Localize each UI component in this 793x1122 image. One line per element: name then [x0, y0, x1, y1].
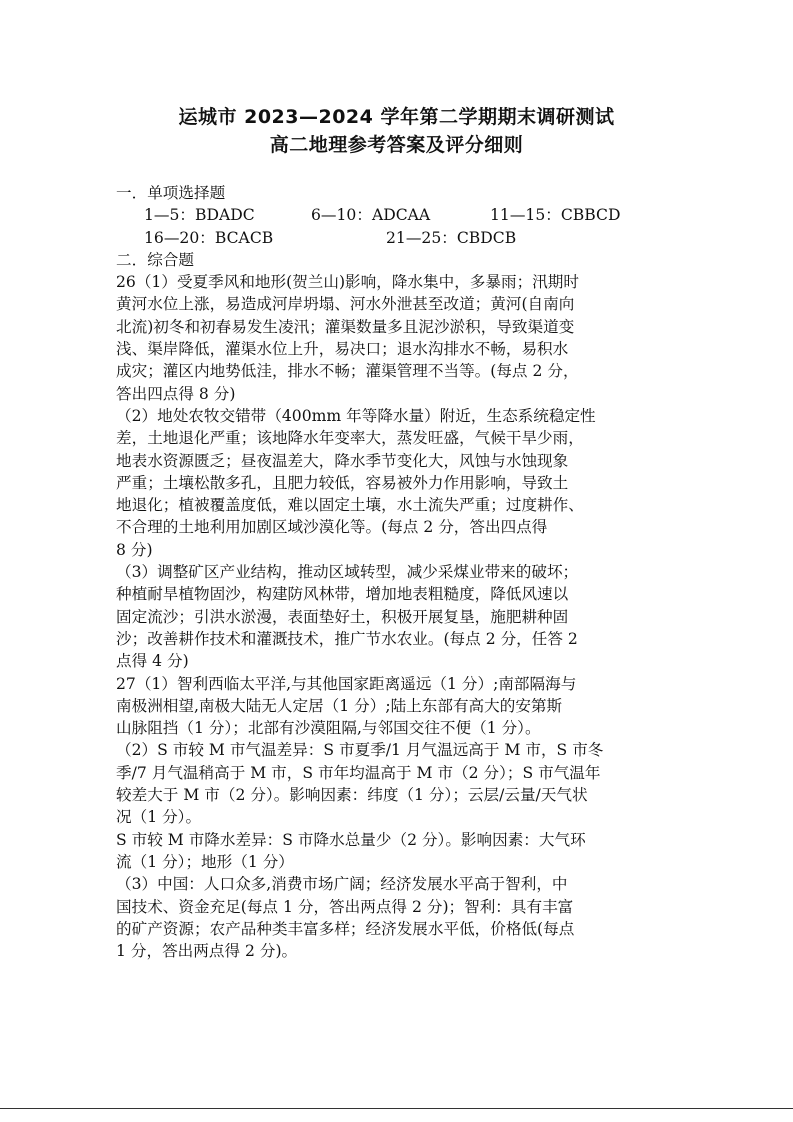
text-line: 种植耐旱植物固沙，构建防风林带，增加地表粗糙度，降低风速以 — [116, 585, 569, 604]
section-heading-comprehensive: 二．综合题 — [116, 250, 194, 269]
answer-row-2 — [116, 227, 682, 249]
q27-part2 — [116, 739, 682, 873]
text-line: 季/7 月气温稍高于 M 市，S 市年均温高于 M 市（2 分）；S 市气温年 — [116, 763, 601, 782]
text-line: 况（1 分）。 — [116, 808, 202, 827]
text-line: 国技术、资金充足(每点 1 分，答出两点得 2 分)；智利：具有丰富 — [116, 897, 574, 916]
text-line: 8 分) — [116, 540, 153, 559]
q26-part3 — [116, 561, 682, 672]
q26-part1 — [116, 271, 682, 405]
section-heading-choice: 一．单项选择题 — [116, 184, 226, 202]
answer-16-20: 16—20：BCACB — [144, 228, 274, 247]
text-line: 答出四点得 8 分) — [116, 384, 236, 403]
answer-11-15: 11—15：CBBCD — [490, 206, 621, 225]
text-line: （2）S 市较 M 市气温差异：S 市夏季/1 月气温远高于 M 市，S 市冬 — [116, 741, 604, 760]
text-line: 地退化；植被覆盖度低，难以固定土壤，水土流失严重；过度耕作、 — [116, 496, 584, 515]
text-line: 严重；土壤松散多孔，且肥力较低，容易被外力作用影响，导致土 — [116, 473, 569, 492]
text-line: S 市较 M 市降水差异：S 市降水总量少（2 分）。影响因素：大气环 — [116, 830, 586, 849]
document-title: 运城市 2023—2024 学年第二学期期末调研测试 — [178, 106, 615, 128]
text-line: 26（1）受夏季风和地形(贺兰山)影响，降水集中，多暴雨；汛期时 — [116, 273, 579, 292]
text-line: 点得 4 分) — [116, 652, 189, 671]
text-line: 较差大于 M 市（2 分）。影响因素：纬度（1 分）；云层/云量/天气状 — [116, 786, 588, 805]
text-line: 沙；改善耕作技术和灌溉技术，推广节水农业。(每点 2 分，任答 2 — [116, 629, 578, 648]
page-bottom-rule — [0, 1108, 793, 1109]
text-line: 的矿产资源；农产品种类丰富多样；经济发展水平低，价格低(每点 — [116, 919, 575, 938]
document-body — [116, 182, 682, 962]
text-line: 山脉阻挡（1 分）；北部有沙漠阻隔,与邻国交往不便（1 分）。 — [116, 719, 541, 738]
q27-part3 — [116, 873, 682, 962]
text-line: 27（1）智利西临太平洋,与其他国家距离遥远（1 分）;南部隔海与 — [116, 674, 577, 693]
text-line: （3）中国：人口众多,消费市场广阔；经济发展水平高于智利，中 — [116, 875, 568, 894]
text-line: （3）调整矿区产业结构，推动区域转型，减少采煤业带来的破坏； — [116, 563, 579, 582]
answer-1-5: 1—5：BDADC — [144, 206, 255, 225]
q27-part1 — [116, 673, 682, 740]
text-line: 黄河水位上涨，易造成河岸坍塌、河水外泄甚至改道；黄河(自南向 — [116, 295, 575, 314]
document-subtitle: 高二地理参考答案及评分细则 — [269, 134, 524, 156]
text-line: 流（1 分）；地形（1 分） — [116, 852, 294, 871]
text-line: 1 分，答出两点得 2 分)。 — [116, 942, 298, 961]
text-line: 成灾；灌区内地势低洼，排水不畅；灌渠管理不当等。(每点 2 分， — [116, 362, 579, 381]
answer-6-10: 6—10：ADCAA — [311, 206, 431, 225]
text-line: （2）地处农牧交错带（400mm 年等降水量）附近，生态系统稳定性 — [116, 406, 596, 425]
text-line: 固定流沙；引洪水淤漫，表面垫好土，积极开展复垦，施肥耕种固 — [116, 607, 569, 626]
text-line: 浅、渠岸降低，灌渠水位上升，易决口；退水沟排水不畅，易积水 — [116, 340, 569, 359]
text-line: 差，土地退化严重；该地降水年变率大，蒸发旺盛，气候干旱少雨， — [116, 429, 584, 448]
text-line: 不合理的土地利用加剧区域沙漠化等。(每点 2 分，答出四点得 — [116, 518, 548, 537]
text-line: 地表水资源匮乏；昼夜温差大，降水季节变化大，风蚀与水蚀现象 — [116, 451, 569, 470]
answer-21-25: 21—25：CBDCB — [386, 228, 517, 247]
text-line: 北流)初冬和初春易发生凌汛；灌渠数量多且泥沙淤积，导致渠道变 — [116, 317, 575, 336]
answer-row-1 — [116, 204, 682, 226]
text-line: 南极洲相望,南极大陆无人定居（1 分）;陆上东部有高大的安第斯 — [116, 696, 563, 715]
q26-part2 — [116, 405, 682, 561]
